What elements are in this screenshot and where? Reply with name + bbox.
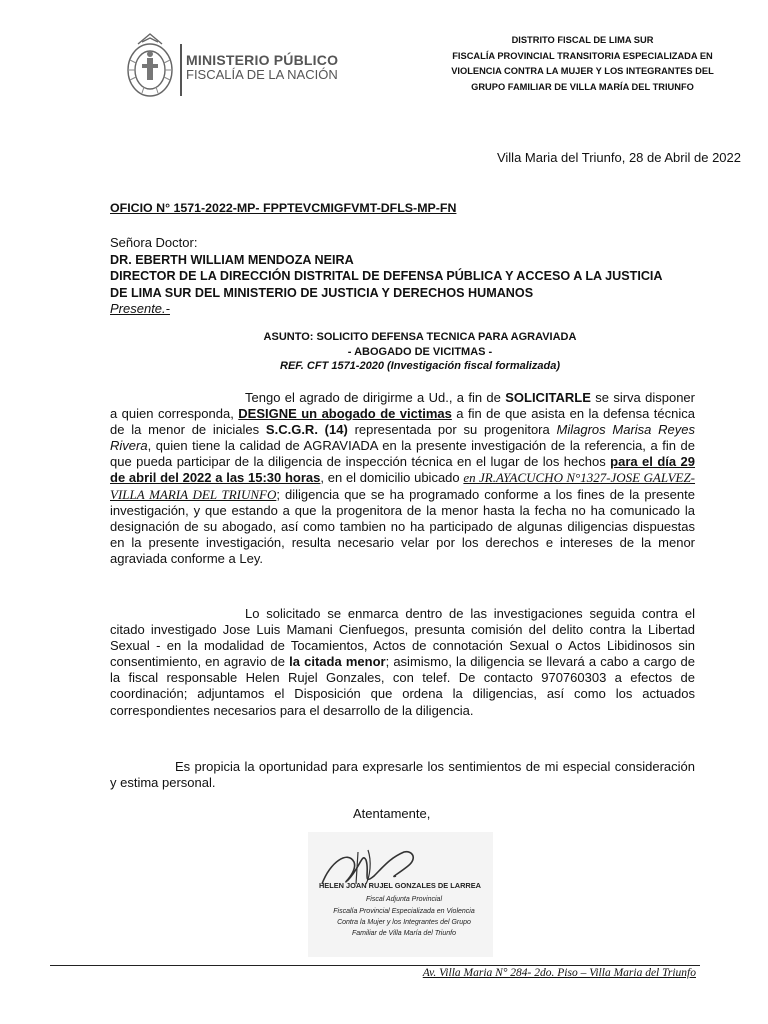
oficio-number: OFICIO N° 1571-2022-MP- FPPTEVCMIGFVMT-DFLS-MP-FN [110,201,457,215]
text-run-bold: S.C.G.R. (14) [265,422,348,438]
text-run-bold: DESIGNE un abogado de victimas [238,406,452,422]
text-run: ; asimismo, la diligencia se llevará a cabo a cargo de la fiscal responsable Helen Rujel Gonzales, con telef. De contacto 970760303 a efectos de coordinación; adjuntamos el Disposición que ordena la diligencias, así como los actuados correspondientes necesarios para el desarrollo de la diligencia. [110,654,696,718]
office-header [425,33,740,95]
body-paragraph [110,759,695,791]
text-run: , quien tiene la calidad de AGRAVIADA en la presente investigación de la referencia, a fin de que pueda participar de la diligencia de inspección técnica en el lugar de los hechos [110,438,695,470]
stamp-line: Contra la Mujer y los Integrantes del Grupo [337,919,471,926]
closing: Atentamente, [353,806,431,821]
address-text: en JR.AYACUCHO N°1327-JOSE GALVEZ-VILLA MARIA DEL TRIUNFO [110,470,696,502]
text-run: a fin de que asista en la defensa técnica de la menor de iniciales [110,406,695,438]
addressee-block [110,235,730,318]
stamp-name: HELEN JOAN RUJEL GONZALES DE LARREA [318,881,482,890]
presente-label: Presente.- [110,301,170,316]
body-paragraph [110,606,695,719]
logo-title: MINISTERIO PÚBLICO [186,52,339,68]
signature-stamp [300,832,500,957]
stamp-line: Fiscal Adjunta Provincial [366,896,442,903]
text-run: Lo solicitado se enmarca dentro de las investigaciones seguida contra el citado investigado Jose Luis Mamani Cienfuegos, presunta comisión del delito contra la Libertad Sexual - en la modalidad de Tocamientos, Actos de connotación Sexual o Actos Libidinosos sin consentimiento, en agravio de [110,606,695,670]
text-run: representada por su progenitora [347,422,557,438]
subject-block [110,330,730,374]
footer-divider [50,965,700,966]
footer-address: Av. Villa Maria N° 284- 2do. Piso – Villa Maria del Triunfo [422,967,696,979]
addressee-title: DE LIMA SUR DEL MINISTERIO DE JUSTICIA Y DERECHOS HUMANOS [110,285,534,300]
logo-divider [180,44,182,96]
office-line: DISTRITO FISCAL DE LIMA SUR [511,35,654,45]
subject-line: ASUNTO: SOLICITO DEFENSA TECNICA PARA AGRAVIADA [263,331,577,343]
text-run-bold: SOLICITARLE [505,390,591,405]
text-run-italic: Milagros Marisa Reyes Rivera [110,422,695,454]
text-run: Tengo el agrado de dirigirme a Ud., a fin de [245,390,506,405]
text-run: , en el domicilio ubicado [320,470,464,486]
text-run: ; diligencia que se ha programado conforme a los fines de la presente investigación, y que estando a que la progenitora de la menor hasta la fecha no ha comunicado la designación de su abogado, así como tambien no ha participado de algunas diligencias dispuestas en la presente investigación, resulta necesario velar por los derechos e intereses de la menor agraviada conforme a Ley. [110,486,695,566]
text-run: Es propicia la oportunidad para expresarle los sentimientos de mi especial consideración y estima personal. [110,759,695,791]
body-paragraph [110,390,695,567]
date-line: Villa Maria del Triunfo, 28 de Abril de 2022 [496,150,741,165]
stamp-line: Fiscalía Provincial Especializada en Violencia [333,908,475,915]
addressee-name: DR. EBERTH WILLIAM MENDOZA NEIRA [110,252,354,267]
logo-subtitle: FISCALÍA DE LA NACIÓN [186,67,338,82]
addressee-title: DIRECTOR DE LA DIRECCIÓN DISTRITAL DE DEFENSA PÚBLICA Y ACCESO A LA JUSTICIA [110,269,663,283]
office-line: GRUPO FAMILIAR DE VILLA MARÍA DEL TRIUNFO [471,81,694,92]
reference-line: REF. CFT 1571-2020 (Investigación fiscal formalizada) [280,360,560,372]
text-run-bold: para el día 29 de abril del 2022 a las 15:30 horas [110,454,695,486]
text-run-bold: la citada menor [289,654,386,670]
ministry-emblem-icon [118,30,182,102]
text-run: se sirva disponer a quien corresponda, [110,390,695,422]
office-line: FISCALÍA PROVINCIAL TRANSITORIA ESPECIALIZADA EN [452,50,713,61]
office-line: VIOLENCIA CONTRA LA MUJER Y LOS INTEGRANTES DEL [451,66,714,76]
stamp-line: Familiar de Villa María del Triunfo [351,930,457,937]
subject-line: - ABOGADO DE VICITMAS - [347,345,493,358]
salutation: Señora Doctor: [110,235,198,250]
